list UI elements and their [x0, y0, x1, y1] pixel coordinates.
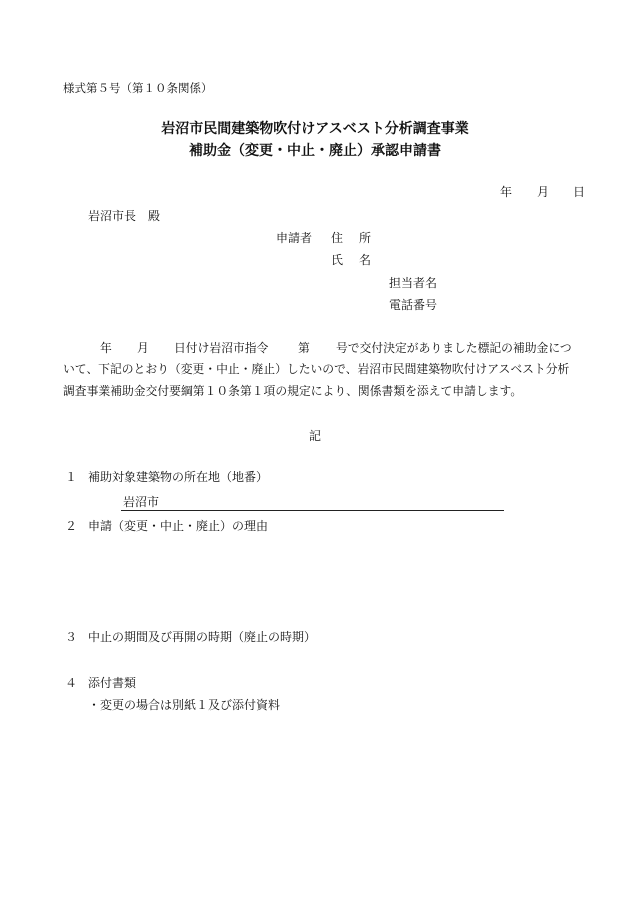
addressee: 岩沼市長 殿 [88, 209, 161, 223]
attachment-note: ・変更の場合は別紙１及び添付資料 [88, 698, 281, 712]
item-1-number: １ [65, 470, 78, 484]
document-title-line1: 岩沼市民間建築物吹付けアスベスト分析調査事業 [161, 121, 469, 137]
form-number: 様式第５号（第１０条関係） [63, 81, 213, 95]
location-prefix: 岩沼市 [123, 495, 160, 509]
item-3-number: ３ [65, 630, 78, 644]
item-4-text: 添付書類 [88, 676, 137, 690]
body-year: 年 [100, 341, 112, 355]
applicant-label: 申請者 [276, 231, 313, 245]
date-day-label: 日 [573, 185, 586, 199]
phone-number-label: 電話番号 [389, 298, 438, 312]
item-4-number: ４ [65, 676, 78, 690]
date-month-label: 月 [537, 185, 550, 199]
body-decision-text: 号で交付決定がありました標記の補助金につ [336, 341, 572, 355]
body-month: 月 [137, 341, 149, 355]
item-2-text: 申請（変更・中止・廃止）の理由 [88, 519, 269, 533]
date-year-label: 年 [500, 185, 513, 199]
body-dai: 第 [298, 341, 310, 355]
document-title-line2: 補助金（変更・中止・廃止）承認申請書 [189, 143, 441, 159]
body-day-directive: 日付け岩沼市指令 [174, 341, 269, 355]
contact-person-label: 担当者名 [389, 276, 438, 290]
name-label: 氏 名 [331, 253, 374, 267]
item-2-number: ２ [65, 519, 78, 533]
location-underline [121, 510, 504, 511]
item-3-text: 中止の期間及び再開の時期（廃止の時期） [88, 630, 317, 644]
body-text-line2: いて、下記のとおり（変更・中止・廃止）したいので、岩沼市民間建築物吹付けアスベスト分析 [63, 362, 570, 376]
ki-heading: 記 [308, 429, 321, 443]
item-1-text: 補助対象建築物の所在地（地番） [88, 470, 269, 484]
address-label: 住 所 [331, 231, 374, 245]
body-text-line3: 調査事業補助金交付要綱第１０条第１項の規定により、関係書類を添えて申請します。 [63, 384, 523, 398]
